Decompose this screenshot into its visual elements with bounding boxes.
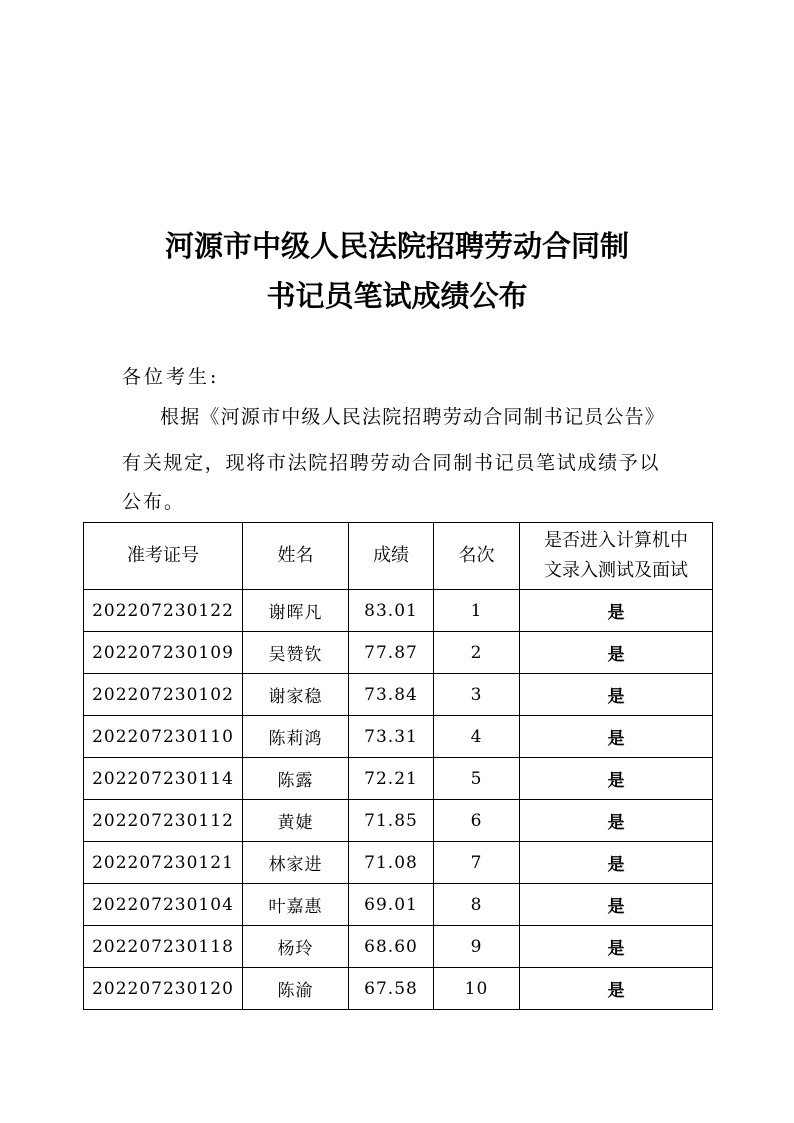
cell-rank: 2 [434,632,520,674]
cell-score: 68.60 [349,926,434,968]
cell-advance: 是 [520,926,713,968]
greeting: 各位考生: [122,366,220,388]
cell-exam-id: 202207230120 [84,968,243,1010]
cell-score: 71.85 [349,800,434,842]
header-advance-line-2: 文录入测试及面试 [544,560,688,581]
cell-advance: 是 [520,968,713,1010]
header-score: 成绩 [349,523,434,590]
cell-rank: 9 [434,926,520,968]
header-advance [520,523,713,590]
table-row [84,800,713,842]
cell-exam-id: 202207230121 [84,842,243,884]
score-table [83,522,713,1010]
cell-rank: 3 [434,674,520,716]
table-row [84,716,713,758]
cell-name: 陈渝 [243,968,349,1010]
page-title-line-1: 河源市中级人民法院招聘劳动合同制 [164,229,629,263]
table-row [84,758,713,800]
cell-name: 叶嘉惠 [243,884,349,926]
cell-name: 陈露 [243,758,349,800]
cell-advance: 是 [520,632,713,674]
cell-advance: 是 [520,716,713,758]
cell-rank: 1 [434,590,520,632]
cell-exam-id: 202207230109 [84,632,243,674]
cell-rank: 8 [434,884,520,926]
cell-score: 67.58 [349,968,434,1010]
cell-score: 69.01 [349,884,434,926]
intro-line-2: 有关规定，现将市法院招聘劳动合同制书记员笔试成绩予以 [122,452,661,474]
cell-score: 73.84 [349,674,434,716]
table-row [84,926,713,968]
cell-score: 72.21 [349,758,434,800]
cell-score: 77.87 [349,632,434,674]
cell-exam-id: 202207230118 [84,926,243,968]
page-title-line-2: 书记员笔试成绩公布 [266,279,528,313]
cell-rank: 10 [434,968,520,1010]
cell-score: 83.01 [349,590,434,632]
cell-name: 黄婕 [243,800,349,842]
cell-exam-id: 202207230114 [84,758,243,800]
table-row [84,842,713,884]
cell-exam-id: 202207230110 [84,716,243,758]
cell-exam-id: 202207230104 [84,884,243,926]
cell-exam-id: 202207230102 [84,674,243,716]
cell-advance: 是 [520,758,713,800]
cell-advance: 是 [520,842,713,884]
header-advance-line-1: 是否进入计算机中 [544,530,688,551]
cell-rank: 4 [434,716,520,758]
cell-advance: 是 [520,884,713,926]
cell-name: 陈莉鸿 [243,716,349,758]
cell-exam-id: 202207230122 [84,590,243,632]
cell-rank: 5 [434,758,520,800]
table-header-row [84,523,713,590]
table-row [84,590,713,632]
cell-advance: 是 [520,590,713,632]
cell-score: 71.08 [349,842,434,884]
cell-name: 谢晖凡 [243,590,349,632]
table-row [84,632,713,674]
cell-score: 73.31 [349,716,434,758]
table-row [84,968,713,1010]
table-row [84,674,713,716]
header-exam-id: 准考证号 [84,523,243,590]
table-row [84,884,713,926]
cell-exam-id: 202207230112 [84,800,243,842]
cell-advance: 是 [520,674,713,716]
cell-name: 吴赞钦 [243,632,349,674]
cell-rank: 7 [434,842,520,884]
header-rank: 名次 [434,523,520,590]
intro-line-3: 公布。 [122,491,186,513]
cell-name: 林家进 [243,842,349,884]
cell-name: 杨玲 [243,926,349,968]
cell-rank: 6 [434,800,520,842]
header-name: 姓名 [243,523,349,590]
cell-advance: 是 [520,800,713,842]
intro-line-1: 根据《河源市中级人民法院招聘劳动合同制书记员公告》 [160,406,666,428]
cell-name: 谢家稳 [243,674,349,716]
